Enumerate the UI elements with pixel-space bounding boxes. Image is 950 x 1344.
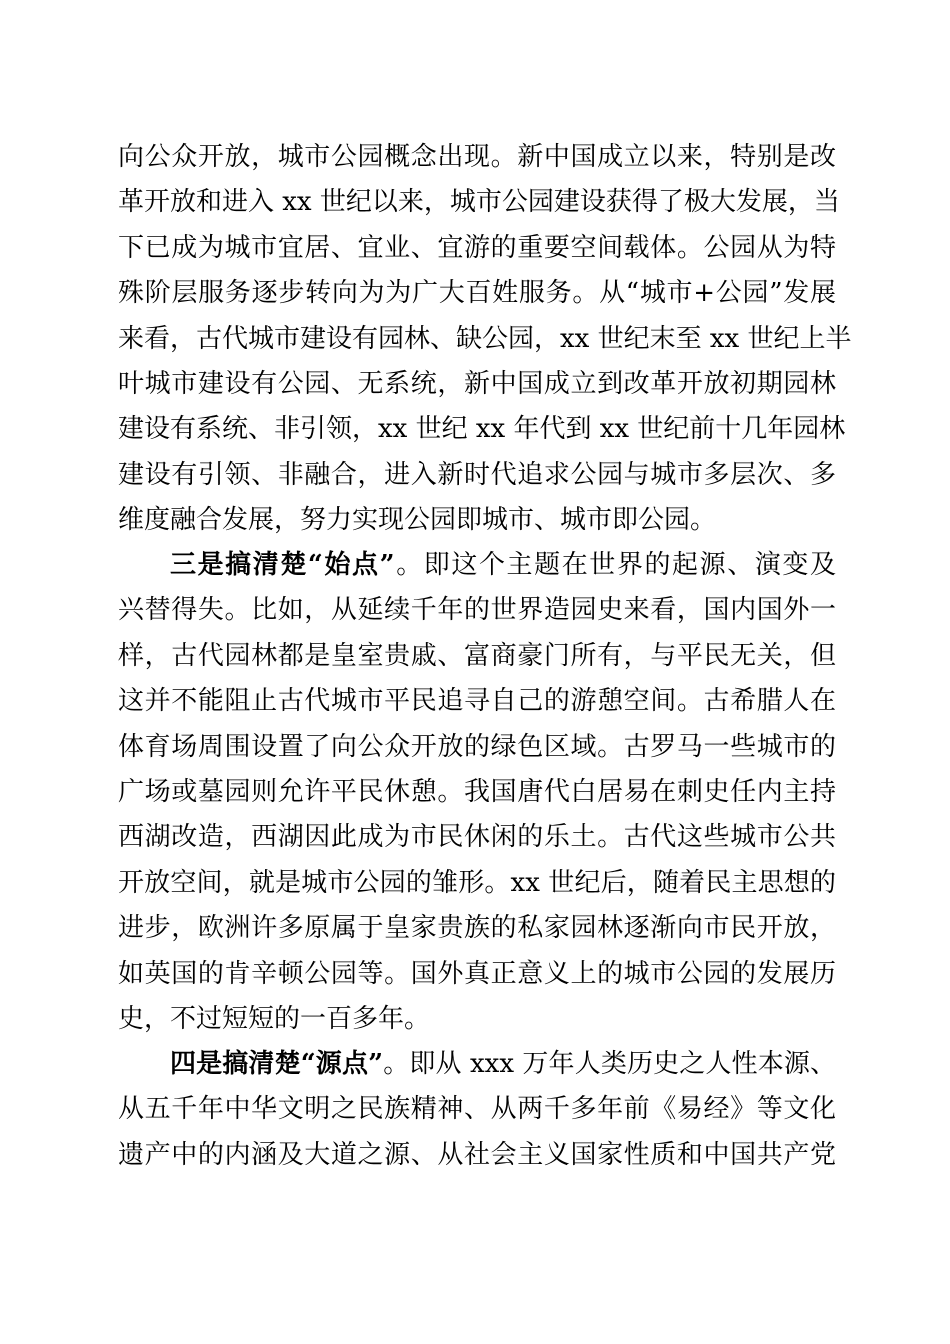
paragraph-first-line-rest: 。即从 xxx 万年人类历史之人性本源、 xyxy=(383,1049,836,1079)
paragraph-first-line xyxy=(118,1042,836,1087)
paragraph-line: 革开放和进入 xx 世纪以来，城市公园建设获得了极大发展，当 xyxy=(118,187,840,218)
paragraph-line: 遗产中的内涵及大道之源、从社会主义国家性质和中国共产党 xyxy=(118,1139,836,1170)
paragraph-first-line xyxy=(118,543,836,588)
paragraph-3 xyxy=(118,1042,836,1178)
paragraph-line: 建设有引领、非融合，进入新时代追求公园与城市多层次、多 xyxy=(118,459,836,490)
paragraph-lead-heading: 四是搞清楚“源点” xyxy=(170,1049,384,1079)
paragraph-line: 西湖改造，西湖因此成为市民休闲的乐土。古代这些城市公共 xyxy=(118,822,836,853)
paragraph-1 xyxy=(118,135,852,544)
paragraph-line: 下已成为城市宜居、宜业、宜游的重要空间载体。公园从为特 xyxy=(118,232,836,263)
paragraph-line: 样，古代园林都是皇室贵戚、富商豪门所有，与平民无关，但 xyxy=(118,640,836,671)
paragraph-line: 向公众开放，城市公园概念出现。新中国成立以来，特别是改 xyxy=(118,142,836,172)
paragraph-lead-heading: 三是搞清楚“始点” xyxy=(170,550,395,580)
paragraph-line: 殊阶层服务逐步转向为为广大百姓服务。从“城市+公园”发展 xyxy=(118,278,836,309)
paragraph-line: 史，不过短短的一百多年。 xyxy=(118,1003,431,1034)
paragraph-line: 这并不能阻止古代城市平民追寻自己的游憩空间。古希腊人在 xyxy=(118,686,836,717)
paragraph-line: 体育场周围设置了向公众开放的绿色区域。古罗马一些城市的 xyxy=(118,731,836,762)
paragraph-line: 建设有系统、非引领，xx 世纪 xx 年代到 xx 世纪前十几年园林 xyxy=(118,414,846,445)
paragraph-line: 从五千年中华文明之民族精神、从两千多年前《易经》等文化 xyxy=(118,1094,836,1125)
paragraph-first-line-rest: 。即这个主题在世界的起源、演变及 xyxy=(394,550,836,580)
paragraph-line: 叶城市建设有公园、无系统，新中国成立到改革开放初期园林 xyxy=(118,368,836,399)
paragraph-line: 兴替得失。比如，从延续千年的世界造园史来看，国内国外一 xyxy=(118,595,836,626)
paragraph-2 xyxy=(118,543,836,1042)
paragraph-line: 广场或墓园则允许平民休憩。我国唐代白居易在刺史任内主持 xyxy=(118,776,836,807)
paragraph-line: 来看，古代城市建设有园林、缺公园，xx 世纪末至 xx 世纪上半 xyxy=(118,323,852,354)
paragraph-line: 如英国的肯辛顿公园等。国外真正意义上的城市公园的发展历 xyxy=(118,958,836,989)
paragraph-line: 进步，欧洲许多原属于皇家贵族的私家园林逐渐向市民开放， xyxy=(118,913,836,944)
paragraph-line: 维度融合发展，努力实现公园即城市、城市即公园。 xyxy=(118,505,717,536)
paragraph-line: 开放空间，就是城市公园的雏形。xx 世纪后，随着民主思想的 xyxy=(118,867,836,898)
